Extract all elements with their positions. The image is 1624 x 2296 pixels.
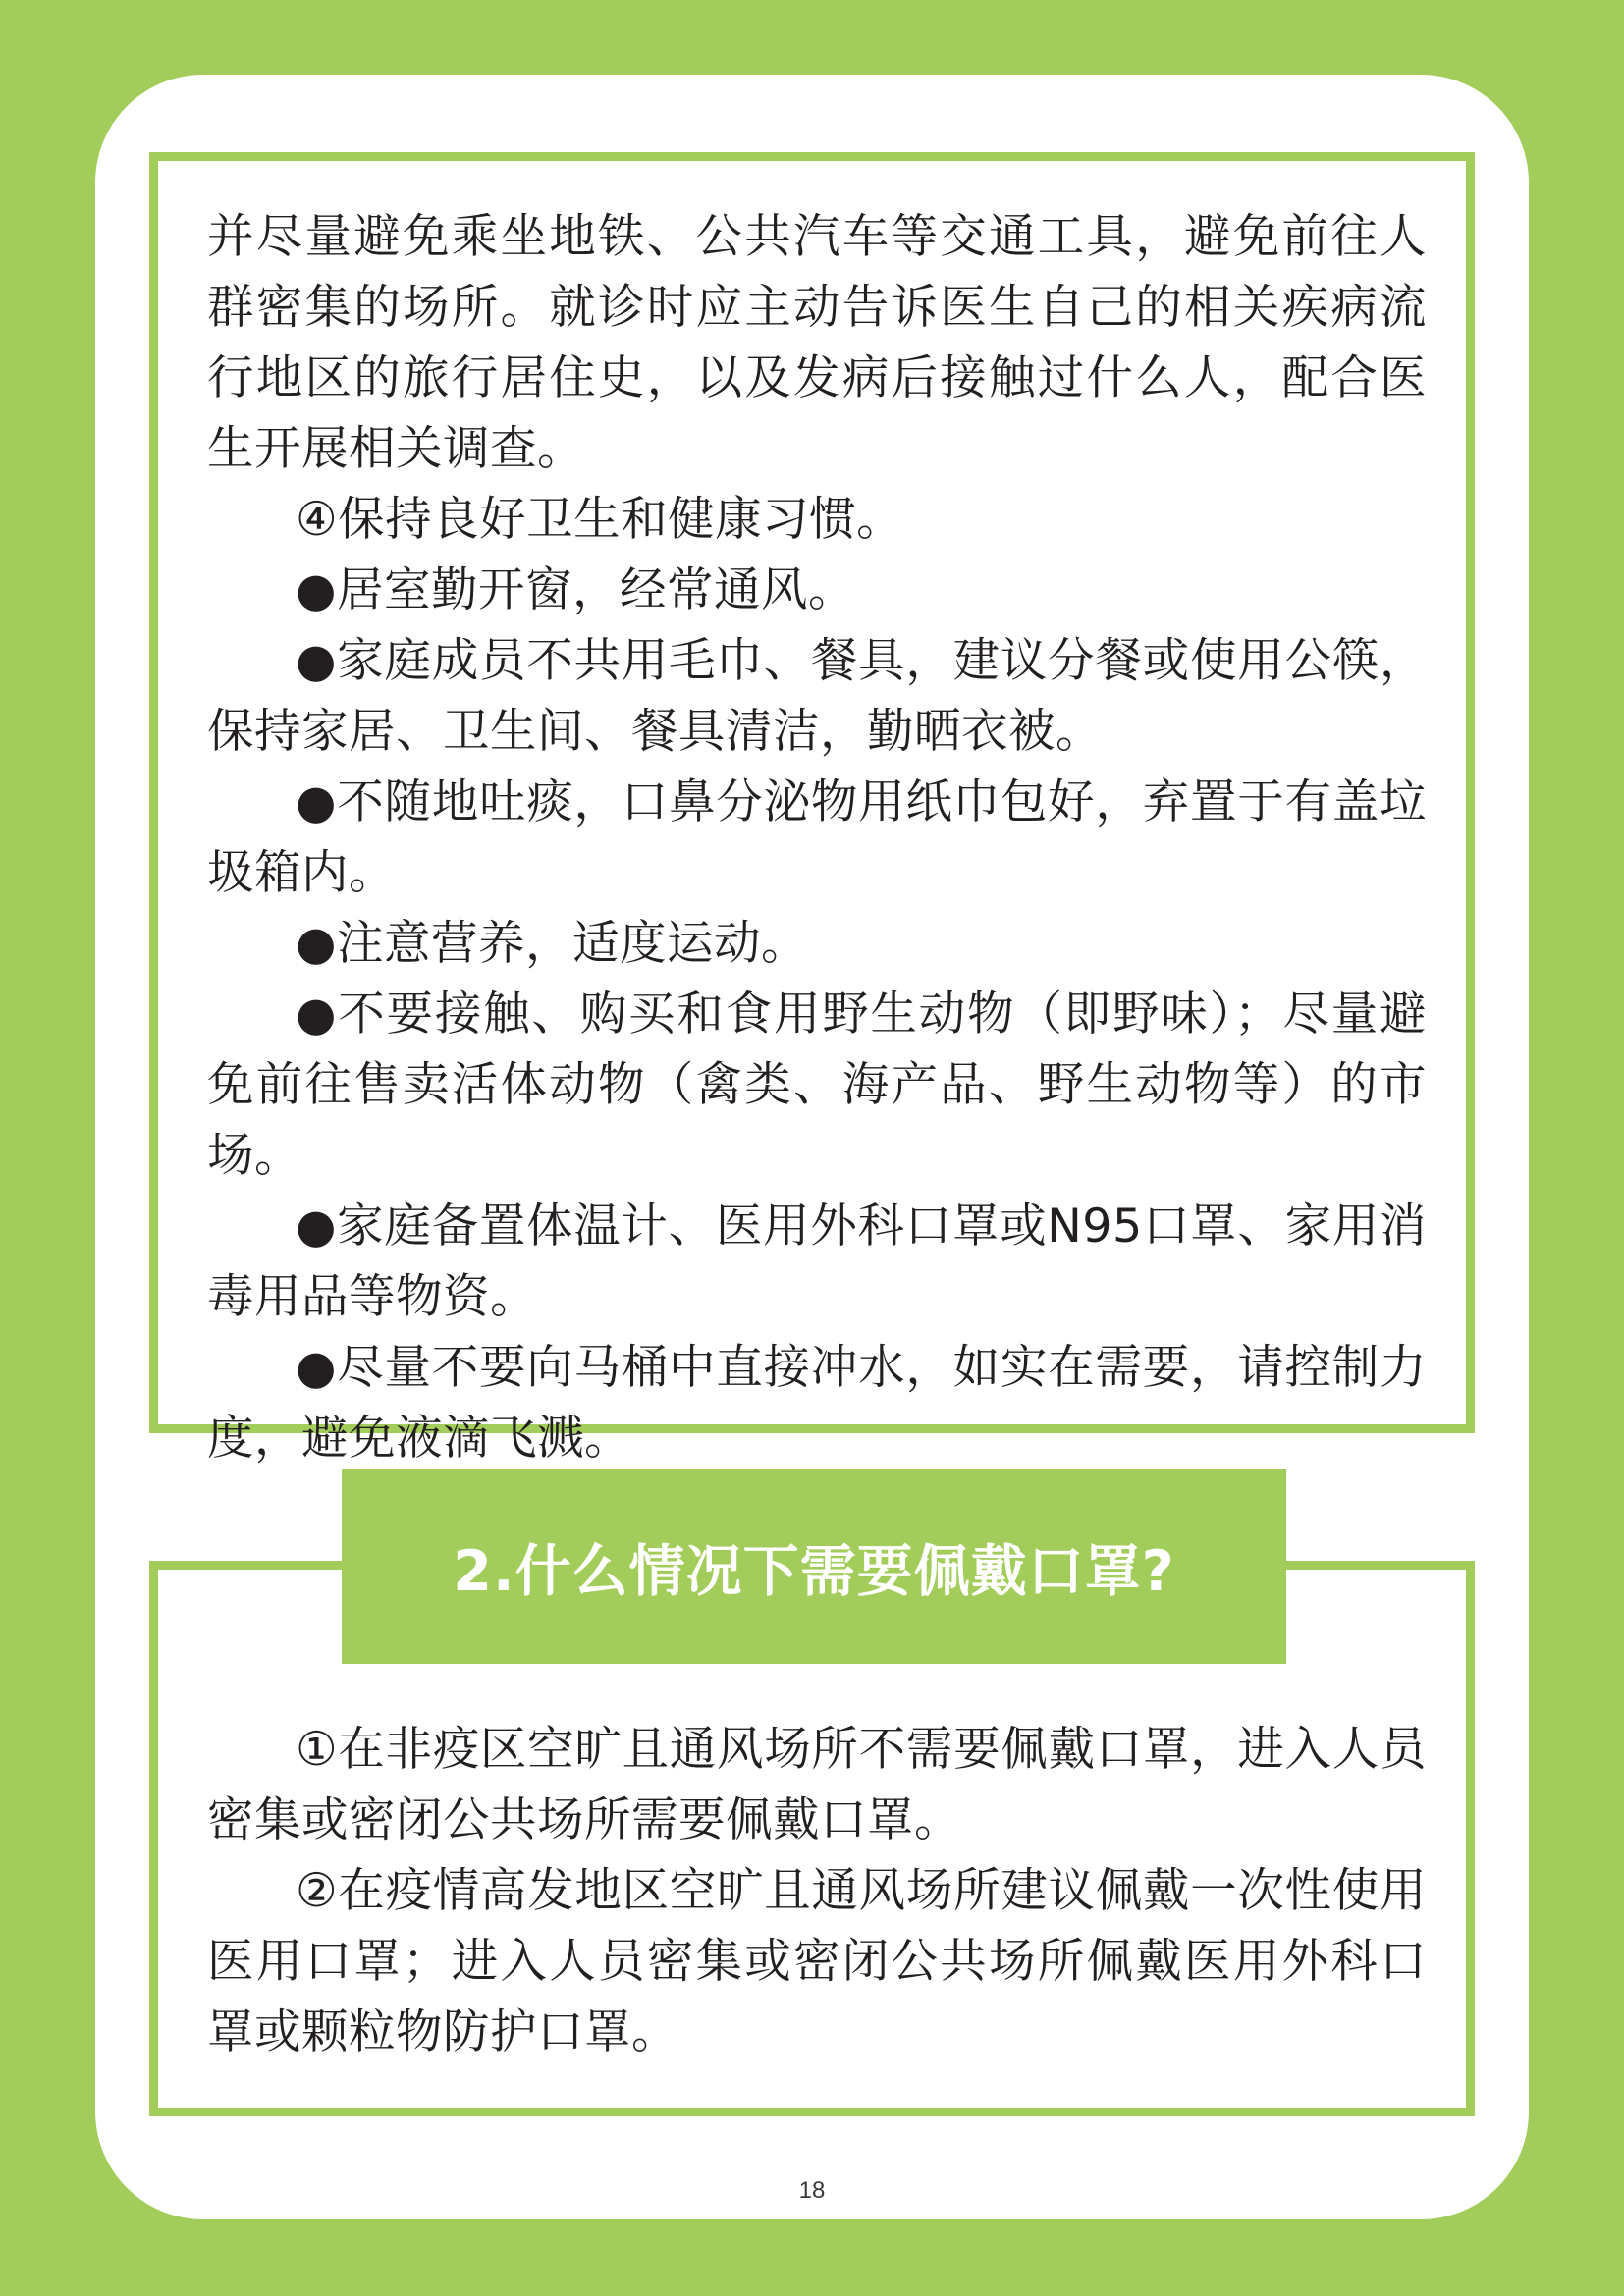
top-text-block [207,202,1427,1474]
top-content-box [149,152,1475,1466]
section2-text-block [207,1715,1427,2068]
bullet-utensils: ●家庭成员不共用毛巾、餐具，建议分餐或使用公筷，保持家居、卫生间、餐具清洁，勤晒衣被。 [207,634,1427,759]
bullet-spitting: ●不随地吐痰，口鼻分泌物用纸巾包好，弃置于有盖垃圾箱内。 [207,775,1427,900]
paragraph-continuation: 并尽量避免乘坐地铁、公共汽车等交通工具，避免前往人群密集的场所。就诊时应主动告诉医生自己的相关疾病流行地区的旅行居住史，以及发病后接触过什么人，配合医生开展相关调查。 [207,210,1427,476]
bullet-nutrition: ●注意营养，适度运动。 [296,917,808,971]
page-number: 18 [798,2177,826,2204]
mask-item-1: ①在非疫区空旷且通风场所不需要佩戴口罩，进入人员密集或密闭公共场所需要佩戴口罩。 [207,1723,1427,1847]
bullet-supplies: ●家庭备置体温计、医用外科口罩或N95口罩、家用消毒用品等物资。 [207,1200,1427,1324]
bullet-toilet-flush: ●尽量不要向马桶中直接冲水，如实在需要，请控制力度，避免液滴飞溅。 [207,1341,1427,1466]
bullet-wild-animals: ●不要接触、购买和食用野生动物（即野味）；尽量避免前往售卖活体动物（禽类、海产品、野生动物等）的市场。 [207,988,1427,1183]
section-title: 2.什么情况下需要佩戴口罩? [453,1539,1175,1604]
mask-item-2: ②在疫情高发地区空旷且通风场所建议佩戴一次性使用医用口罩；进入人员密集或密闭公共场所佩戴医用外科口罩或颗粒物防护口罩。 [207,1864,1427,2059]
paragraph-habit-heading: ④保持良好卫生和健康习惯。 [296,493,904,547]
section-title-banner [342,1469,1286,1664]
bullet-ventilation: ●居室勤开窗，经常通风。 [296,563,855,617]
